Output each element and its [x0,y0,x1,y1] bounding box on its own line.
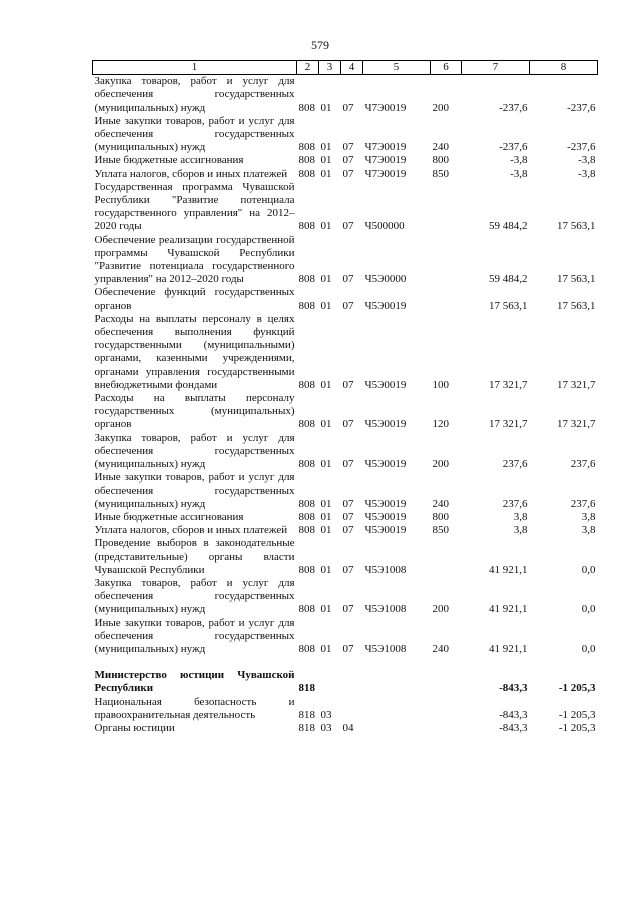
row-amount-col8: -237,6 [567,141,596,154]
row-code-section: 01 [320,378,332,391]
row-code-subsection: 07 [342,603,354,616]
row-amount-col7: -237,6 [499,141,528,154]
row-code-ministry: 808 [298,603,315,616]
table-row [93,168,598,181]
row-amount-col8: -1 205,3 [558,721,596,734]
row-amount-col8: -1 205,3 [558,682,596,695]
row-code-section: 01 [320,642,332,655]
row-code-subsection: 07 [342,642,354,655]
row-code-expense-type [431,669,462,695]
row-name: Уплата налогов, сборов и иных платежей [94,167,288,180]
spacer-cell [93,656,598,669]
row-code-subsection: 07 [342,141,354,154]
row-code-target: Ч5Э0019 [364,299,407,312]
table-row [93,181,598,234]
row-code-subsection: 07 [342,458,354,471]
row-code-subsection [341,669,363,695]
table-body [93,75,598,735]
row-name: Закупка товаров, работ и услуг для обеспечения государственных (муниципальных) нужд [94,75,295,114]
row-code-subsection: 07 [342,167,354,180]
row-amount-col7: 41 921,1 [489,563,528,576]
row-name: Государственная программа Чувашской Республики "Развитие потенциала государственного управления" на 2012–2020 годы [94,180,295,233]
table-header [93,61,598,75]
row-code-expense-type: 850 [432,524,449,537]
header-cell: 8 [530,61,598,75]
row-amount-col8: 237,6 [570,458,596,471]
header-row [93,61,598,75]
row-amount-col8: -3,8 [578,167,596,180]
row-code-subsection: 07 [342,524,354,537]
row-amount-col7: 17 321,7 [489,418,528,431]
row-code-section: 01 [320,101,332,114]
row-code-target: Ч7Э0019 [364,154,407,167]
row-name: Иные закупки товаров, работ и услуг для обеспечения государственных (муниципальных) нужд [94,616,295,655]
row-amount-col8: 17 563,1 [557,273,596,286]
row-code-section: 01 [320,273,332,286]
row-amount-col7: 17 321,7 [489,378,528,391]
row-code-section: 03 [320,721,332,734]
row-code-target: Ч5Э0019 [364,418,407,431]
row-amount-col8: 17 321,7 [557,418,596,431]
header-cell: 1 [93,61,297,75]
header-cell: 5 [363,61,431,75]
row-name: Национальная безопасность и правоохранительная деятельность [94,695,295,721]
row-name: Уплата налогов, сборов и иных платежей [94,524,288,537]
row-amount-col7: -843,3 [499,708,528,721]
row-code-expense-type: 240 [432,497,449,510]
row-name: Иные закупки товаров, работ и услуг для обеспечения государственных (муниципальных) нужд [94,114,295,154]
row-name: Закупка товаров, работ и услуг для обеспечения государственных (муниципальных) нужд [94,576,295,616]
row-amount-col7: 3,8 [513,510,528,523]
row-code-expense-type [431,234,462,287]
spacer-row [93,656,598,669]
budget-table [92,60,598,735]
row-amount-col8: 17 563,1 [557,299,596,312]
row-amount-col8: 17 321,7 [557,378,596,391]
row-amount-col8: 0,0 [581,642,596,655]
row-name: Расходы на выплаты персоналу государственных (муниципальных) органов [94,392,295,431]
page-number: 579 [311,38,329,52]
row-amount-col7: 237,6 [502,458,528,471]
row-code-section: 01 [320,497,332,510]
row-code-target: Ч5Э0019 [364,497,407,510]
row-name: Расходы на выплаты персоналу в целях обеспечения выполнения функций государственными (муниципальными) органами, казенными учреждениями, органами управления государственными внебюджетными фондами [94,312,295,391]
row-code-subsection: 07 [342,563,354,576]
table-row [93,75,598,115]
row-code-ministry: 808 [298,273,315,286]
row-code-target: Ч5Э1008 [364,642,407,655]
row-code-target: Ч5Э0019 [364,378,407,391]
header-cell: 4 [341,61,363,75]
row-code-section: 01 [320,603,332,616]
row-name: Иные закупки товаров, работ и услуг для обеспечения государственных (муниципальных) нужд [94,471,295,510]
row-amount-col7: 17 563,1 [489,299,528,312]
row-amount-col7: -3,8 [510,154,528,167]
row-amount-col7: 237,6 [502,497,528,510]
row-code-ministry: 808 [298,101,315,114]
row-code-ministry: 818 [298,721,315,734]
row-code-target: Ч5Э0019 [364,524,407,537]
row-code-target [363,722,431,735]
row-name: Министерство юстиции Чувашской Республики [94,669,295,695]
row-code-ministry: 808 [298,378,315,391]
row-code-ministry: 818 [298,708,315,721]
row-code-subsection: 07 [342,418,354,431]
header-cell: 7 [462,61,530,75]
row-code-ministry: 808 [298,418,315,431]
row-code-ministry: 808 [298,220,315,233]
row-code-expense-type: 800 [432,510,449,523]
row-code-subsection: 07 [342,378,354,391]
row-code-subsection: 07 [342,220,354,233]
row-amount-col7: -237,6 [499,101,528,114]
table-row [93,617,598,657]
row-code-section: 01 [320,220,332,233]
row-code-target: Ч5Э0019 [364,510,407,523]
row-code-subsection: 07 [342,497,354,510]
row-amount-col8: -237,6 [567,101,596,114]
row-amount-col8: 0,0 [581,603,596,616]
row-code-subsection: 07 [342,101,354,114]
row-code-target: Ч500000 [364,220,405,233]
row-code-section: 01 [320,458,332,471]
row-code-ministry: 808 [298,510,315,523]
row-code-ministry: 808 [298,563,315,576]
row-code-expense-type [431,181,462,234]
header-cell: 6 [431,61,462,75]
row-amount-col8: -1 205,3 [558,708,596,721]
row-code-expense-type [431,286,462,312]
table-row [93,154,598,167]
row-name: Органы юстиции [94,721,175,734]
row-amount-col8: -3,8 [578,154,596,167]
row-code-subsection [341,696,363,722]
row-code-ministry: 818 [298,682,315,695]
row-code-expense-type [431,722,462,735]
row-code-expense-type: 120 [432,418,449,431]
table-row [93,577,598,617]
row-amount-col8: 17 563,1 [557,220,596,233]
row-code-target: Ч5Э0019 [364,458,407,471]
row-code-ministry: 808 [298,299,315,312]
row-amount-col8: 237,6 [570,497,596,510]
row-code-target: Ч7Э0019 [364,167,407,180]
row-code-ministry: 808 [298,458,315,471]
row-name: Обеспечение реализации государственной программы Чувашской Республики "Развитие потенциала государственного управления" на 2012–2020 годы [94,233,295,286]
row-amount-col7: -3,8 [510,167,528,180]
table-row [93,722,598,735]
row-amount-col7: -843,3 [499,721,528,734]
row-amount-col7: 3,8 [513,524,528,537]
row-name: Закупка товаров, работ и услуг для обеспечения государственных (муниципальных) нужд [94,431,295,471]
row-amount-col8: 3,8 [581,510,596,523]
row-amount-col8: 0,0 [581,563,596,576]
row-code-expense-type: 200 [432,101,449,114]
row-code-expense-type: 100 [432,378,449,391]
row-code-section [319,669,341,695]
row-code-section: 01 [320,510,332,523]
row-name: Иные бюджетные ассигнования [94,510,244,523]
row-amount-col7: 41 921,1 [489,642,528,655]
row-code-ministry: 808 [298,642,315,655]
header-cell: 3 [319,61,341,75]
table-row [93,286,598,312]
row-code-expense-type: 240 [432,642,449,655]
table-row [93,432,598,472]
row-code-ministry: 808 [298,497,315,510]
row-code-expense-type [431,696,462,722]
table-row [93,115,598,155]
row-code-section: 01 [320,563,332,576]
row-code-target [363,696,431,722]
row-code-ministry: 808 [298,167,315,180]
row-amount-col7: 59 484,2 [489,273,528,286]
table-row [93,234,598,287]
row-code-section: 01 [320,418,332,431]
table-row [93,669,598,695]
table-row [93,392,598,432]
row-code-target [363,669,431,695]
table-row [93,471,598,511]
row-code-expense-type: 240 [432,141,449,154]
row-code-section: 01 [320,524,332,537]
row-code-section: 01 [320,141,332,154]
row-code-section: 01 [320,154,332,167]
row-code-ministry: 808 [298,141,315,154]
row-code-ministry: 808 [298,524,315,537]
row-code-subsection: 07 [342,273,354,286]
row-name: Обеспечение функций государственных органов [94,286,295,312]
row-code-expense-type: 200 [432,458,449,471]
row-code-subsection: 04 [342,721,354,734]
row-amount-col7: 41 921,1 [489,603,528,616]
row-code-subsection: 07 [342,510,354,523]
row-code-section: 03 [320,708,332,721]
row-code-target: Ч5Э1008 [364,563,407,576]
row-code-target: Ч5Э0000 [364,273,407,286]
row-name: Проведение выборов в законодательные (представительные) органы власти Чувашской Республики [94,537,295,576]
row-code-target: Ч7Э0019 [364,101,407,114]
row-code-target: Ч5Э1008 [364,603,407,616]
table-row [93,524,598,537]
row-amount-col7: -843,3 [499,682,528,695]
header-cell: 2 [297,61,319,75]
row-code-expense-type: 850 [432,167,449,180]
row-code-expense-type: 200 [432,603,449,616]
table-row [93,511,598,524]
row-code-expense-type: 800 [432,154,449,167]
row-code-section: 01 [320,299,332,312]
row-amount-col7: 59 484,2 [489,220,528,233]
row-name: Иные бюджетные ассигнования [94,154,244,167]
row-code-subsection: 07 [342,154,354,167]
table-row [93,696,598,722]
row-code-ministry: 808 [298,154,315,167]
row-code-expense-type [431,537,462,577]
table-row [93,537,598,577]
table-row [93,313,598,392]
row-code-target: Ч7Э0019 [364,141,407,154]
row-code-subsection: 07 [342,299,354,312]
row-code-section: 01 [320,167,332,180]
row-amount-col8: 3,8 [581,524,596,537]
